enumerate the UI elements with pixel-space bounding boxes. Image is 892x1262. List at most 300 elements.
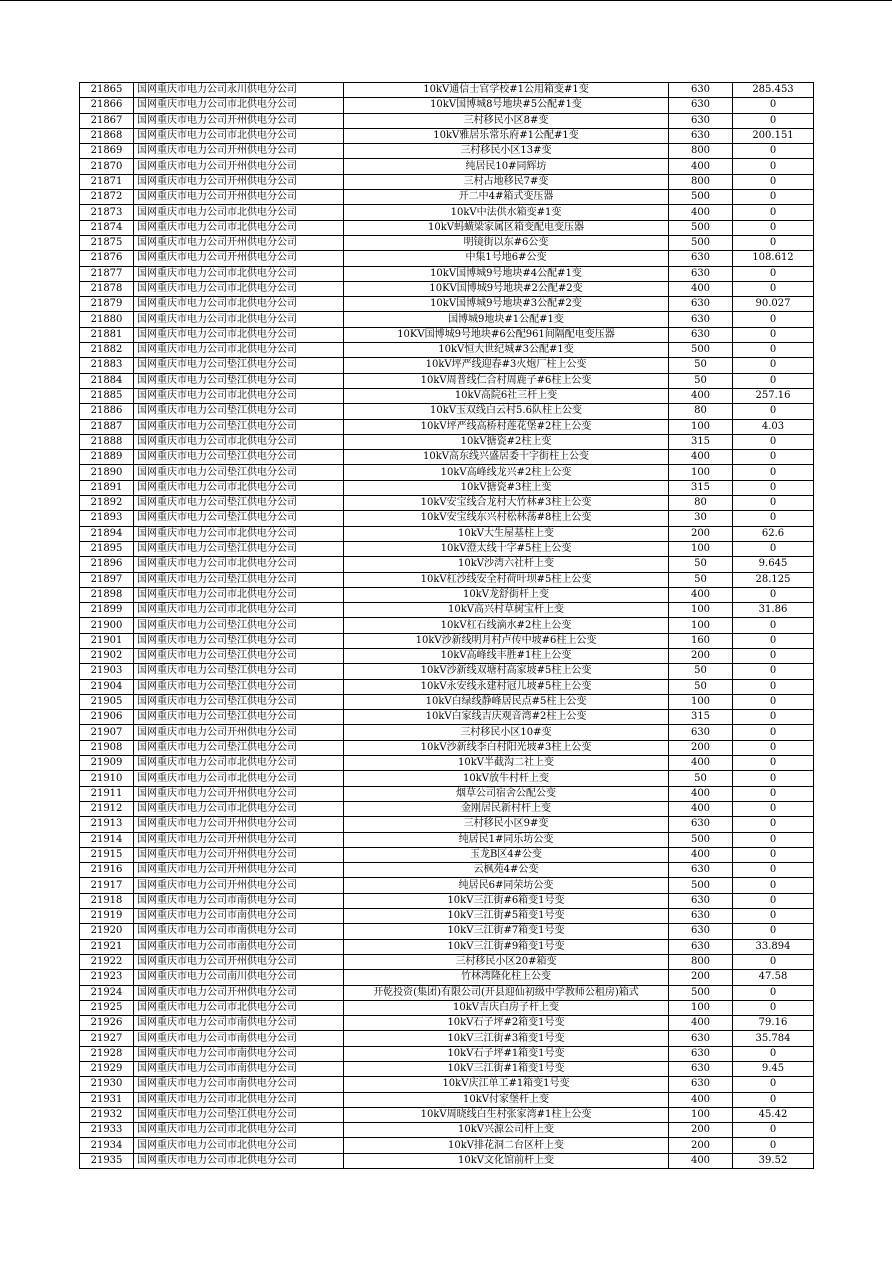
capacity-cell: 630 (669, 83, 733, 98)
company-cell: 国网重庆市电力公司垫江供电分公司 (134, 694, 344, 709)
row-id-cell: 21907 (80, 725, 134, 740)
company-cell: 国网重庆市电力公司市北供电分公司 (134, 1123, 344, 1138)
value-cell: 0 (733, 358, 814, 373)
company-cell: 国网重庆市电力公司市南供电分公司 (134, 1062, 344, 1077)
value-cell: 33.894 (733, 939, 814, 954)
company-cell: 国网重庆市电力公司开州供电分公司 (134, 985, 344, 1000)
transformer-name-cell: 开乾投资(集团)有限公司(开县迎仙初级中学教师公租房)箱式 (344, 985, 669, 1000)
capacity-cell: 200 (669, 1123, 733, 1138)
value-cell: 0 (733, 771, 814, 786)
row-id-cell: 21915 (80, 847, 134, 862)
value-cell: 0 (733, 801, 814, 816)
transformer-name-cell: 三村占地移民7#变 (344, 174, 669, 189)
capacity-cell: 50 (669, 572, 733, 587)
row-id-cell: 21875 (80, 235, 134, 250)
value-cell: 0 (733, 113, 814, 128)
value-cell: 0 (733, 327, 814, 342)
company-cell: 国网重庆市电力公司垫江供电分公司 (134, 633, 344, 648)
table-row (80, 664, 814, 679)
row-id-cell: 21918 (80, 893, 134, 908)
table-row (80, 541, 814, 556)
transformer-name-cell: 10kV文化馆前杆上变 (344, 1153, 669, 1168)
table-row (80, 1016, 814, 1031)
company-cell: 国网重庆市电力公司垫江供电分公司 (134, 679, 344, 694)
company-cell: 国网重庆市电力公司市北供电分公司 (134, 771, 344, 786)
value-cell: 9.45 (733, 1062, 814, 1077)
capacity-cell: 200 (669, 970, 733, 985)
row-id-cell: 21901 (80, 633, 134, 648)
value-cell: 0 (733, 235, 814, 250)
value-cell: 0 (733, 664, 814, 679)
table-row (80, 648, 814, 663)
table-row (80, 985, 814, 1000)
value-cell: 0 (733, 174, 814, 189)
value-cell: 200.151 (733, 128, 814, 143)
row-id-cell: 21930 (80, 1077, 134, 1092)
capacity-cell: 630 (669, 1077, 733, 1092)
row-id-cell: 21877 (80, 266, 134, 281)
capacity-cell: 400 (669, 450, 733, 465)
value-cell: 0 (733, 404, 814, 419)
value-cell: 0 (733, 1092, 814, 1107)
value-cell: 0 (733, 832, 814, 847)
row-id-cell: 21899 (80, 603, 134, 618)
table-row (80, 572, 814, 587)
company-cell: 国网重庆市电力公司开州供电分公司 (134, 144, 344, 159)
value-cell: 0 (733, 1000, 814, 1015)
company-cell: 国网重庆市电力公司开州供电分公司 (134, 786, 344, 801)
company-cell: 国网重庆市电力公司市南供电分公司 (134, 1077, 344, 1092)
transformer-name-cell: 10kV中法供水箱变#1变 (344, 205, 669, 220)
table-row (80, 327, 814, 342)
company-cell: 国网重庆市电力公司开州供电分公司 (134, 159, 344, 174)
company-cell: 国网重庆市电力公司开州供电分公司 (134, 832, 344, 847)
capacity-cell: 400 (669, 786, 733, 801)
row-id-cell: 21893 (80, 511, 134, 526)
capacity-cell: 630 (669, 939, 733, 954)
capacity-cell: 630 (669, 1031, 733, 1046)
row-id-cell: 21924 (80, 985, 134, 1000)
transformer-name-cell: 纯居民10#同辉坊 (344, 159, 669, 174)
table-row (80, 113, 814, 128)
transformer-name-cell: 10kV白绿线静峰居民点#5柱上公变 (344, 694, 669, 709)
capacity-cell: 630 (669, 863, 733, 878)
row-id-cell: 21867 (80, 113, 134, 128)
row-id-cell: 21906 (80, 710, 134, 725)
table-row (80, 1153, 814, 1168)
table-row (80, 954, 814, 969)
capacity-cell: 630 (669, 266, 733, 281)
value-cell: 90.027 (733, 297, 814, 312)
row-id-cell: 21920 (80, 924, 134, 939)
transformer-name-cell: 10kV玉双线白云村5.6队柱上公变 (344, 404, 669, 419)
transformer-name-cell: 云枫苑4#公变 (344, 863, 669, 878)
transformer-name-cell: 10kV石子坪#2箱变1号变 (344, 1016, 669, 1031)
row-id-cell: 21932 (80, 1107, 134, 1122)
transformer-name-cell: 10kV国博城8号地块#5公配#1变 (344, 98, 669, 113)
company-cell: 国网重庆市电力公司开州供电分公司 (134, 113, 344, 128)
row-id-cell: 21923 (80, 970, 134, 985)
row-id-cell: 21898 (80, 587, 134, 602)
capacity-cell: 50 (669, 664, 733, 679)
row-id-cell: 21891 (80, 480, 134, 495)
company-cell: 国网重庆市电力公司市南供电分公司 (134, 924, 344, 939)
value-cell: 0 (733, 496, 814, 511)
row-id-cell: 21879 (80, 297, 134, 312)
row-id-cell: 21903 (80, 664, 134, 679)
row-id-cell: 21865 (80, 83, 134, 98)
company-cell: 国网重庆市电力公司开州供电分公司 (134, 817, 344, 832)
table-row (80, 266, 814, 281)
transformer-table (79, 82, 814, 1169)
transformer-name-cell: 三村移民小区20#箱变 (344, 954, 669, 969)
company-cell: 国网重庆市电力公司永川供电分公司 (134, 83, 344, 98)
capacity-cell: 800 (669, 954, 733, 969)
capacity-cell: 630 (669, 725, 733, 740)
company-cell: 国网重庆市电力公司垫江供电分公司 (134, 419, 344, 434)
transformer-name-cell: 三村移民小区10#变 (344, 725, 669, 740)
transformer-name-cell: 烟草公司宿舍公配公变 (344, 786, 669, 801)
transformer-name-cell: 三村移民小区9#变 (344, 817, 669, 832)
transformer-name-cell: 10kV蚂蟥梁家属区箱变配电变压器 (344, 220, 669, 235)
table-row (80, 725, 814, 740)
transformer-name-cell: 10kV白家线吉庆观音湾#2柱上公变 (344, 710, 669, 725)
company-cell: 国网重庆市电力公司市北供电分公司 (134, 1092, 344, 1107)
row-id-cell: 21926 (80, 1016, 134, 1031)
transformer-name-cell: 开二中4#箱式变压器 (344, 190, 669, 205)
table-row (80, 174, 814, 189)
table-row (80, 878, 814, 893)
company-cell: 国网重庆市电力公司市北供电分公司 (134, 1000, 344, 1015)
row-id-cell: 21882 (80, 343, 134, 358)
value-cell: 0 (733, 1046, 814, 1061)
company-cell: 国网重庆市电力公司开州供电分公司 (134, 235, 344, 250)
transformer-name-cell: 国博城9地块#1公配#1变 (344, 312, 669, 327)
row-id-cell: 21889 (80, 450, 134, 465)
transformer-name-cell: 10kV付家堡杆上变 (344, 1092, 669, 1107)
value-cell: 0 (733, 954, 814, 969)
transformer-name-cell: 三村移民小区13#变 (344, 144, 669, 159)
table-row (80, 1123, 814, 1138)
row-id-cell: 21881 (80, 327, 134, 342)
capacity-cell: 160 (669, 633, 733, 648)
table-row (80, 450, 814, 465)
table-row (80, 924, 814, 939)
table-row (80, 220, 814, 235)
capacity-cell: 500 (669, 190, 733, 205)
company-cell: 国网重庆市电力公司垫江供电分公司 (134, 618, 344, 633)
table-row (80, 297, 814, 312)
company-cell: 国网重庆市电力公司市北供电分公司 (134, 480, 344, 495)
table-row (80, 801, 814, 816)
capacity-cell: 630 (669, 251, 733, 266)
transformer-name-cell: 10kV国博城9号地块#4公配#1变 (344, 266, 669, 281)
value-cell: 4.03 (733, 419, 814, 434)
row-id-cell: 21911 (80, 786, 134, 801)
capacity-cell: 400 (669, 1092, 733, 1107)
capacity-cell: 630 (669, 327, 733, 342)
table-row (80, 679, 814, 694)
row-id-cell: 21922 (80, 954, 134, 969)
row-id-cell: 21935 (80, 1153, 134, 1168)
table-row (80, 710, 814, 725)
capacity-cell: 630 (669, 1062, 733, 1077)
table-row (80, 419, 814, 434)
company-cell: 国网重庆市电力公司市北供电分公司 (134, 603, 344, 618)
company-cell: 国网重庆市电力公司开州供电分公司 (134, 174, 344, 189)
value-cell: 0 (733, 587, 814, 602)
value-cell: 0 (733, 465, 814, 480)
company-cell: 国网重庆市电力公司开州供电分公司 (134, 863, 344, 878)
value-cell: 0 (733, 710, 814, 725)
capacity-cell: 400 (669, 587, 733, 602)
value-cell: 0 (733, 343, 814, 358)
company-cell: 国网重庆市电力公司垫江供电分公司 (134, 664, 344, 679)
company-cell: 国网重庆市电力公司市北供电分公司 (134, 1138, 344, 1153)
value-cell: 0 (733, 863, 814, 878)
company-cell: 国网重庆市电力公司市南供电分公司 (134, 909, 344, 924)
row-id-cell: 21914 (80, 832, 134, 847)
value-cell: 9.645 (733, 557, 814, 572)
value-cell: 0 (733, 924, 814, 939)
transformer-name-cell: 10kV三江街#5箱变1号变 (344, 909, 669, 924)
company-cell: 国网重庆市电力公司市北供电分公司 (134, 98, 344, 113)
row-id-cell: 21868 (80, 128, 134, 143)
company-cell: 国网重庆市电力公司市北供电分公司 (134, 205, 344, 220)
table-row (80, 557, 814, 572)
table-row (80, 832, 814, 847)
value-cell: 0 (733, 893, 814, 908)
transformer-name-cell: 10kV高兴村草树宝杆上变 (344, 603, 669, 618)
company-cell: 国网重庆市电力公司开州供电分公司 (134, 954, 344, 969)
row-id-cell: 21913 (80, 817, 134, 832)
capacity-cell: 630 (669, 817, 733, 832)
row-id-cell: 21884 (80, 373, 134, 388)
row-id-cell: 21921 (80, 939, 134, 954)
transformer-name-cell: 10kV安宝线东兴村松林荡#8柱上公变 (344, 511, 669, 526)
transformer-name-cell: 10kV搪瓷#2柱上变 (344, 434, 669, 449)
row-id-cell: 21912 (80, 801, 134, 816)
row-id-cell: 21934 (80, 1138, 134, 1153)
value-cell: 31.86 (733, 603, 814, 618)
row-id-cell: 21897 (80, 572, 134, 587)
capacity-cell: 400 (669, 281, 733, 296)
capacity-cell: 500 (669, 235, 733, 250)
value-cell: 0 (733, 817, 814, 832)
table-row (80, 526, 814, 541)
company-cell: 国网重庆市电力公司垫江供电分公司 (134, 648, 344, 663)
table-row (80, 434, 814, 449)
page-top-border (0, 0, 892, 1)
company-cell: 国网重庆市电力公司垫江供电分公司 (134, 404, 344, 419)
capacity-cell: 200 (669, 740, 733, 755)
company-cell: 国网重庆市电力公司市北供电分公司 (134, 312, 344, 327)
transformer-name-cell: 10kV搪瓷#3柱上变 (344, 480, 669, 495)
value-cell: 0 (733, 1123, 814, 1138)
transformer-name-cell: 10kV周普线仁合村周鹿子#6柱上公变 (344, 373, 669, 388)
capacity-cell: 400 (669, 205, 733, 220)
row-id-cell: 21888 (80, 434, 134, 449)
value-cell: 0 (733, 541, 814, 556)
capacity-cell: 80 (669, 404, 733, 419)
capacity-cell: 315 (669, 434, 733, 449)
transformer-name-cell: 10kV大生屋基柱上变 (344, 526, 669, 541)
capacity-cell: 500 (669, 220, 733, 235)
table-row (80, 786, 814, 801)
row-id-cell: 21871 (80, 174, 134, 189)
company-cell: 国网重庆市电力公司垫江供电分公司 (134, 450, 344, 465)
company-cell: 国网重庆市电力公司市南供电分公司 (134, 893, 344, 908)
capacity-cell: 400 (669, 1016, 733, 1031)
capacity-cell: 80 (669, 496, 733, 511)
row-id-cell: 21894 (80, 526, 134, 541)
transformer-name-cell: 10KV国博城9号地块#2公配#2变 (344, 281, 669, 296)
value-cell: 0 (733, 312, 814, 327)
transformer-name-cell: 10kV安宝线合龙村大竹林#3柱上公变 (344, 496, 669, 511)
value-cell: 28.125 (733, 572, 814, 587)
transformer-name-cell: 10kV三江街#1箱变1号变 (344, 1062, 669, 1077)
capacity-cell: 315 (669, 710, 733, 725)
table-row (80, 511, 814, 526)
transformer-name-cell: 10KV国博城9号地块#6公配961间隔配电变压器 (344, 327, 669, 342)
transformer-name-cell: 10kV半截沟二社上变 (344, 756, 669, 771)
transformer-name-cell: 中集1号地6#公变 (344, 251, 669, 266)
table-row (80, 756, 814, 771)
transformer-name-cell: 10kV沙湾六社杆上变 (344, 557, 669, 572)
row-id-cell: 21929 (80, 1062, 134, 1077)
table-row (80, 251, 814, 266)
value-cell: 0 (733, 480, 814, 495)
capacity-cell: 630 (669, 297, 733, 312)
value-cell: 0 (733, 450, 814, 465)
value-cell: 0 (733, 281, 814, 296)
capacity-cell: 400 (669, 1153, 733, 1168)
row-id-cell: 21878 (80, 281, 134, 296)
capacity-cell: 400 (669, 388, 733, 403)
company-cell: 国网重庆市电力公司垫江供电分公司 (134, 511, 344, 526)
company-cell: 国网重庆市电力公司市北供电分公司 (134, 557, 344, 572)
table-row (80, 1062, 814, 1077)
transformer-name-cell: 10kV三江街#7箱变1号变 (344, 924, 669, 939)
transformer-name-cell: 明镜街以东#6公变 (344, 235, 669, 250)
table-row (80, 939, 814, 954)
row-id-cell: 21928 (80, 1046, 134, 1061)
transformer-name-cell: 玉龙B区4#公变 (344, 847, 669, 862)
transformer-name-cell: 10kV沙新线双塘村高家坡#5柱上公变 (344, 664, 669, 679)
transformer-name-cell: 10kV沙新线李白村阳光坡#3柱上公变 (344, 740, 669, 755)
capacity-cell: 200 (669, 648, 733, 663)
capacity-cell: 30 (669, 511, 733, 526)
table-row (80, 771, 814, 786)
table-row (80, 235, 814, 250)
value-cell: 0 (733, 909, 814, 924)
table-row (80, 970, 814, 985)
row-id-cell: 21933 (80, 1123, 134, 1138)
transformer-name-cell: 10kV恒大世纪城#3公配#1变 (344, 343, 669, 358)
company-cell: 国网重庆市电力公司市南供电分公司 (134, 1016, 344, 1031)
table-row (80, 587, 814, 602)
capacity-cell: 630 (669, 98, 733, 113)
row-id-cell: 21887 (80, 419, 134, 434)
transformer-name-cell: 10kV通信士官学校#1公用箱变#1变 (344, 83, 669, 98)
value-cell: 79.16 (733, 1016, 814, 1031)
table-row (80, 1046, 814, 1061)
table-row (80, 343, 814, 358)
company-cell: 国网重庆市电力公司垫江供电分公司 (134, 710, 344, 725)
value-cell: 257.16 (733, 388, 814, 403)
capacity-cell: 50 (669, 373, 733, 388)
company-cell: 国网重庆市电力公司市北供电分公司 (134, 220, 344, 235)
capacity-cell: 400 (669, 847, 733, 862)
capacity-cell: 630 (669, 1046, 733, 1061)
table-row (80, 312, 814, 327)
table-row (80, 893, 814, 908)
row-id-cell: 21917 (80, 878, 134, 893)
company-cell: 国网重庆市电力公司市北供电分公司 (134, 801, 344, 816)
table-row (80, 98, 814, 113)
capacity-cell: 100 (669, 1107, 733, 1122)
transformer-name-cell: 10kV高峰线龙兴#2柱上公变 (344, 465, 669, 480)
value-cell: 108.612 (733, 251, 814, 266)
value-cell: 0 (733, 786, 814, 801)
company-cell: 国网重庆市电力公司市北供电分公司 (134, 388, 344, 403)
value-cell: 62.6 (733, 526, 814, 541)
company-cell: 国网重庆市电力公司市北供电分公司 (134, 434, 344, 449)
table-row (80, 159, 814, 174)
value-cell: 0 (733, 847, 814, 862)
capacity-cell: 100 (669, 465, 733, 480)
capacity-cell: 500 (669, 878, 733, 893)
table-row (80, 358, 814, 373)
row-id-cell: 21892 (80, 496, 134, 511)
table-row (80, 740, 814, 755)
row-id-cell: 21880 (80, 312, 134, 327)
capacity-cell: 50 (669, 557, 733, 572)
row-id-cell: 21909 (80, 756, 134, 771)
capacity-cell: 630 (669, 924, 733, 939)
company-cell: 国网重庆市电力公司垫江供电分公司 (134, 358, 344, 373)
table-row (80, 190, 814, 205)
transformer-name-cell: 10kV龙舒街杆上变 (344, 587, 669, 602)
capacity-cell: 100 (669, 603, 733, 618)
value-cell: 0 (733, 98, 814, 113)
capacity-cell: 400 (669, 801, 733, 816)
company-cell: 国网重庆市电力公司市北供电分公司 (134, 297, 344, 312)
value-cell: 0 (733, 205, 814, 220)
value-cell: 0 (733, 1077, 814, 1092)
company-cell: 国网重庆市电力公司市北供电分公司 (134, 756, 344, 771)
capacity-cell: 100 (669, 1000, 733, 1015)
company-cell: 国网重庆市电力公司市北供电分公司 (134, 343, 344, 358)
table-row (80, 909, 814, 924)
table-row (80, 633, 814, 648)
table-row (80, 404, 814, 419)
row-id-cell: 21916 (80, 863, 134, 878)
table-row (80, 388, 814, 403)
value-cell: 0 (733, 756, 814, 771)
transformer-name-cell: 纯居民6#同荣坊公变 (344, 878, 669, 893)
capacity-cell: 200 (669, 1138, 733, 1153)
value-cell: 0 (733, 985, 814, 1000)
table-row (80, 83, 814, 98)
row-id-cell: 21885 (80, 388, 134, 403)
table-row (80, 1077, 814, 1092)
transformer-name-cell: 10kV坪严线迎春#3火炮厂柱上公变 (344, 358, 669, 373)
table-row (80, 205, 814, 220)
value-cell: 0 (733, 679, 814, 694)
company-cell: 国网重庆市电力公司市南供电分公司 (134, 1031, 344, 1046)
value-cell: 0 (733, 144, 814, 159)
